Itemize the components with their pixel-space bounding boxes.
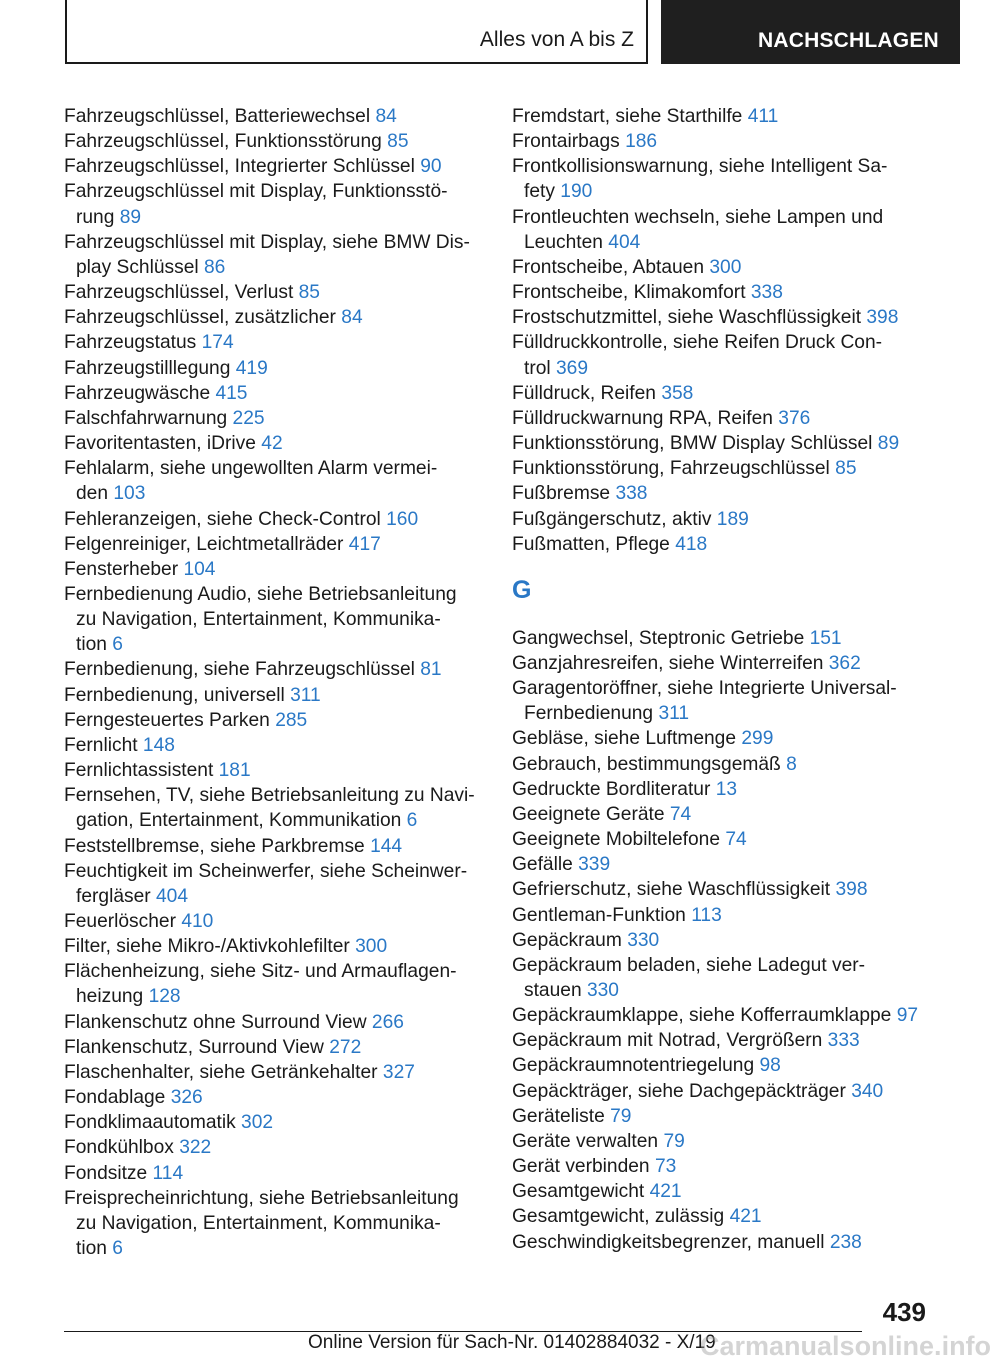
index-entry (64, 532, 478, 557)
index-entry (512, 431, 912, 456)
entry-text: Fülldruckkontrolle, siehe Reifen Druck Con- (512, 332, 883, 354)
index-entry (512, 1053, 912, 1078)
entry-text: Fußbremse (512, 483, 611, 505)
entry-text: Feststellbremse, siehe Parkbremse (64, 835, 365, 857)
page-reference-link[interactable]: 410 (181, 911, 214, 932)
page-reference-link[interactable]: 113 (691, 904, 722, 926)
index-entry (64, 129, 478, 154)
chapter-tab: NACHSCHLAGEN (661, 0, 960, 64)
index-entry (512, 651, 912, 676)
index-entry (512, 1154, 912, 1179)
index-entry (64, 305, 478, 330)
page-reference-link[interactable]: 189 (716, 508, 749, 530)
entry-text: Geräteliste (512, 1105, 605, 1127)
page-reference-link[interactable]: 302 (241, 1112, 274, 1134)
entry-text: Gentleman-Funktion (512, 904, 686, 926)
entry-text: Gefälle (512, 854, 573, 876)
index-entry (512, 827, 912, 852)
entry-text: zu Navigation, Entertainment, Kommunika- (76, 609, 441, 631)
entry-text: Fülldruckwarnung RPA, Reifen (512, 407, 773, 429)
index-entry (512, 752, 912, 777)
entry-text: Fahrzeugschlüssel mit Display, Funktionsstö- (64, 181, 448, 203)
index-entry (64, 330, 478, 355)
entry-text: gation, Entertainment, Kommunikation (76, 810, 402, 832)
entry-text: Flankenschutz ohne Surround View (64, 1011, 367, 1033)
page-reference-link[interactable]: 311 (658, 703, 690, 725)
index-entry (512, 676, 912, 726)
page-reference-link[interactable]: 398 (835, 879, 868, 901)
entry-text: Gedruckte Bordliteratur (512, 778, 711, 800)
index-entry (64, 1035, 478, 1060)
entry-text: Fahrzeugschlüssel, Verlust (64, 282, 294, 304)
entry-text: Fernbedienung (524, 703, 654, 725)
entry-text: fety (524, 181, 555, 203)
entry-text: Fernbedienung Audio, siehe Betriebsanleitung (64, 583, 457, 605)
entry-text: Geräte verwalten (512, 1130, 659, 1152)
index-entry (64, 959, 478, 1009)
page-reference-link[interactable]: 84 (375, 106, 397, 127)
entry-text: Gerät verbinden (512, 1156, 650, 1178)
index-entry (64, 934, 478, 959)
index-entry (512, 802, 912, 827)
page-reference-link[interactable]: 79 (610, 1105, 632, 1127)
index-entry (512, 154, 912, 204)
page-reference-link[interactable]: 6 (112, 634, 123, 656)
entry-text: Gepäckraumklappe, siehe Kofferraumklappe (512, 1005, 892, 1027)
index-entry (512, 481, 912, 506)
index-entry (512, 406, 912, 431)
footer-version-text: Online Version für Sach-Nr. 01402884032 - X/19 (308, 1332, 716, 1353)
page-reference-link[interactable]: 418 (675, 533, 708, 555)
entry-text: Fehlalarm, siehe ungewollten Alarm vermei- (64, 458, 438, 480)
entry-text: Gefrierschutz, siehe Waschflüssigkeit (512, 879, 831, 901)
index-entry (64, 758, 478, 783)
index-group-f (512, 104, 912, 557)
index-entry (512, 280, 912, 305)
entry-text: Feuerlöscher (64, 911, 176, 932)
page-reference-link[interactable]: 238 (829, 1231, 862, 1253)
index-entry (64, 1085, 478, 1110)
index-group-g (512, 626, 919, 1255)
index-entry (512, 381, 912, 406)
index-entry (64, 1010, 478, 1035)
entry-text: heizung (76, 986, 144, 1008)
entry-text: Gesamtgewicht (512, 1181, 645, 1203)
page-reference-link[interactable]: 181 (218, 760, 251, 782)
index-entry (64, 1186, 478, 1261)
page-reference-link[interactable]: 42 (261, 433, 283, 455)
index-entry (64, 1161, 478, 1186)
index-entry (64, 356, 478, 381)
entry-text: Flächenheizung, siehe Sitz- und Armauflagen- (64, 961, 457, 983)
entry-text: Gepäckraum (512, 929, 622, 951)
entry-text: Fußmatten, Pflege (512, 533, 670, 555)
page-reference-link[interactable]: 84 (341, 307, 363, 329)
page-reference-link[interactable]: 362 (828, 652, 861, 674)
page-reference-link[interactable]: 97 (896, 1005, 919, 1027)
entry-text: Felgenreiniger, Leichtmetallräder (64, 533, 344, 555)
index-entry (64, 431, 478, 456)
entry-text: Gebrauch, bestimmungsgemäß (512, 753, 781, 775)
letter-heading: G (512, 575, 532, 604)
page-reference-link[interactable]: 415 (215, 382, 248, 404)
page-reference-link[interactable]: 330 (627, 929, 660, 951)
section-title: Alles von A bis Z (479, 28, 634, 51)
page-reference-link[interactable]: 98 (759, 1055, 781, 1077)
entry-text: Fahrzeugstatus (64, 332, 197, 354)
entry-text: Filter, siehe Mikro-/Aktivkohlefilter (64, 936, 350, 958)
page-reference-link[interactable]: 300 (355, 936, 388, 958)
entry-text: Fahrzeugwäsche (64, 382, 211, 404)
page-reference-link[interactable]: 272 (329, 1036, 362, 1058)
page-reference-link[interactable]: 104 (183, 558, 216, 580)
entry-text: Fondsitze (64, 1162, 148, 1184)
index-entry (512, 1204, 912, 1229)
entry-text: Fernlichtassistent (64, 760, 214, 782)
index-entry (512, 255, 912, 280)
entry-text: Fensterheber (64, 558, 179, 580)
index-entry (512, 1079, 912, 1104)
page-header (0, 0, 960, 66)
index-entry (512, 1129, 912, 1154)
index-entry (512, 1028, 912, 1053)
index-entry (64, 104, 478, 129)
watermark-text: Carmanualsonline.info (700, 1331, 991, 1361)
index-entry (512, 507, 912, 532)
page-reference-link[interactable]: 190 (560, 181, 593, 203)
page-reference-link[interactable]: 266 (371, 1011, 404, 1033)
index-entry (64, 154, 478, 179)
entry-text: Frontairbags (512, 131, 620, 153)
entry-text: Fernlicht (64, 734, 138, 756)
index-entry (64, 708, 478, 733)
index-entry (64, 582, 478, 657)
page-reference-link[interactable]: 326 (170, 1087, 203, 1109)
entry-text: Gepäckraumnotentriegelung (512, 1055, 755, 1077)
entry-text: Frostschutzmittel, siehe Waschflüssigkeit (512, 307, 862, 329)
entry-text: Fußgängerschutz, aktiv (512, 508, 712, 530)
page-reference-link[interactable]: 89 (877, 433, 900, 455)
page-reference-link[interactable]: 411 (747, 106, 779, 127)
index-entry (512, 1230, 912, 1255)
entry-text: Leuchten (524, 231, 603, 253)
entry-text: Fahrzeugschlüssel, Funktionsstörung (64, 131, 382, 153)
index-entry (64, 733, 478, 758)
entry-text: Funktionsstörung, Fahrzeugschlüssel (512, 458, 830, 480)
index-entry (512, 726, 912, 751)
page-reference-link[interactable]: 417 (348, 533, 381, 555)
index-entry (64, 381, 478, 406)
entry-text: Fahrzeugschlüssel, Integrierter Schlüssel (64, 156, 415, 178)
entry-text: Fremdstart, siehe Starthilfe (512, 106, 743, 127)
entry-text: tion (76, 1238, 107, 1260)
page-reference-link[interactable]: 299 (741, 728, 774, 750)
page-reference-link[interactable]: 90 (420, 156, 442, 178)
entry-text: Fondklimaautomatik (64, 1112, 236, 1134)
entry-text: Gepäckträger, siehe Dachgepäckträger (512, 1080, 846, 1102)
page-reference-link[interactable]: 85 (387, 131, 409, 153)
entry-text: Ferngesteuertes Parken (64, 709, 270, 731)
page-reference-link[interactable]: 148 (142, 734, 175, 756)
entry-text: Flaschenhalter, siehe Getränkehalter (64, 1061, 378, 1083)
index-entry (64, 909, 478, 934)
entry-text: Frontscheibe, Abtauen (512, 256, 705, 278)
index-entry (64, 230, 478, 280)
entry-text: Frontscheibe, Klimakomfort (512, 282, 746, 304)
page-reference-link[interactable]: 89 (119, 206, 142, 228)
page-reference-link[interactable]: 103 (113, 483, 146, 505)
entry-text: zu Navigation, Entertainment, Kommunika- (76, 1212, 441, 1234)
page-reference-link[interactable]: 340 (851, 1080, 884, 1102)
page-reference-link[interactable]: 79 (663, 1130, 685, 1152)
entry-text: Favoritentasten, iDrive (64, 433, 256, 455)
entry-text: Fernbedienung, siehe Fahrzeugschlüssel (64, 659, 415, 681)
page-reference-link[interactable]: 322 (179, 1137, 212, 1159)
page-reference-link[interactable]: 8 (786, 753, 797, 775)
page-reference-link[interactable]: 338 (750, 282, 783, 304)
entry-text: Fahrzeugschlüssel mit Display, siehe BMW Dis- (64, 231, 470, 253)
page-reference-link[interactable]: 339 (578, 854, 611, 876)
index-entry (512, 777, 912, 802)
page-number: 439 (882, 1297, 926, 1327)
page-reference-link[interactable]: 160 (386, 508, 419, 530)
index-entry (512, 1179, 912, 1204)
page-reference-link[interactable]: 85 (298, 282, 320, 304)
entry-text: Gepäckraum mit Notrad, Vergrößern (512, 1030, 823, 1052)
page-reference-link[interactable]: 73 (654, 1156, 677, 1178)
entry-text: Freisprecheinrichtung, siehe Betriebsanleitung (64, 1187, 459, 1209)
index-entry (512, 129, 912, 154)
index-entry (64, 456, 478, 506)
page-reference-link[interactable]: 419 (235, 357, 268, 379)
index-entry (64, 507, 478, 532)
page-reference-link[interactable]: 6 (112, 1238, 123, 1260)
page-reference-link[interactable]: 6 (406, 810, 418, 832)
entry-text: fergläser (76, 885, 151, 907)
index-entry (64, 834, 478, 859)
page-reference-link[interactable]: 174 (201, 332, 234, 354)
page-reference-link[interactable]: 81 (420, 659, 442, 681)
page-reference-link[interactable]: 128 (148, 986, 181, 1008)
index-entry (512, 903, 912, 928)
page-reference-link[interactable]: 86 (204, 256, 226, 278)
entry-text: Fernbedienung, universell (64, 684, 285, 706)
index-entry (64, 179, 478, 229)
entry-text: Frontkollisionswarnung, siehe Intelligent Sa- (512, 156, 888, 178)
entry-text: Flankenschutz, Surround View (64, 1036, 324, 1058)
index-entry (64, 280, 478, 305)
index-entry (64, 657, 478, 682)
page-reference-link[interactable]: 369 (556, 357, 589, 379)
page-reference-link[interactable]: 311 (290, 684, 321, 706)
index-entry (512, 330, 912, 380)
entry-text: trol (524, 357, 551, 379)
entry-text: Geschwindigkeitsbegrenzer, manuell (512, 1231, 825, 1253)
entry-text: Garagentoröffner, siehe Integrierte Universal- (512, 678, 897, 700)
watermark-logo (700, 1330, 991, 1362)
entry-text: Feuchtigkeit im Scheinwerfer, siehe Scheinwer- (64, 860, 468, 882)
entry-text: den (76, 483, 109, 505)
entry-text: Fondablage (64, 1087, 166, 1109)
page-reference-link[interactable]: 398 (866, 307, 899, 329)
page-reference-link[interactable]: 404 (156, 885, 189, 907)
entry-text: Fahrzeugschlüssel, zusätzlicher (64, 307, 336, 329)
entry-text: Fülldruck, Reifen (512, 382, 656, 404)
page-reference-link[interactable]: 114 (152, 1162, 184, 1184)
page-reference-link[interactable]: 327 (382, 1061, 415, 1083)
index-entry (64, 557, 478, 582)
page-reference-link[interactable]: 74 (669, 803, 692, 825)
page-reference-link[interactable]: 225 (232, 407, 265, 429)
page-reference-link[interactable]: 285 (275, 709, 308, 731)
entry-text: Gepäckraum beladen, siehe Ladegut ver- (512, 954, 866, 976)
index-entry (512, 104, 912, 129)
index-entry (64, 1110, 478, 1135)
index-entry (64, 683, 478, 708)
entry-text: Fernsehen, TV, siehe Betriebsanleitung zu Navi- (64, 785, 475, 807)
page-reference-link[interactable]: 404 (608, 231, 641, 253)
index-entry (512, 456, 912, 481)
entry-text: Frontleuchten wechseln, siehe Lampen und (512, 206, 884, 228)
entry-text: Geeignete Mobiltelefone (512, 829, 721, 851)
page-reference-link[interactable]: 338 (615, 483, 648, 505)
entry-text: Falschfahrwarnung (64, 407, 228, 429)
entry-text: Gangwechsel, Steptronic Getriebe (512, 627, 805, 649)
entry-text: Fahrzeugschlüssel, Batteriewechsel (64, 106, 371, 127)
index-entry (512, 532, 912, 557)
index-entry (64, 406, 478, 431)
entry-text: rung (76, 206, 115, 228)
section-box (65, 0, 648, 64)
page-reference-link[interactable]: 333 (827, 1030, 860, 1052)
index-entry (512, 953, 912, 1003)
page-reference-link[interactable]: 85 (835, 458, 857, 480)
page-reference-link[interactable]: 151 (809, 627, 842, 649)
index-entry (512, 928, 912, 953)
index-entry (64, 859, 478, 909)
entry-text: Funktionsstörung, BMW Display Schlüssel (512, 433, 873, 455)
index-entry (64, 783, 478, 833)
index-entry (64, 1060, 478, 1085)
entry-text: Fehleranzeigen, siehe Check-Control (64, 508, 381, 530)
index-entry (512, 1003, 919, 1028)
entry-text: Fondkühlbox (64, 1137, 174, 1159)
page-reference-link[interactable]: 74 (725, 829, 747, 851)
entry-text: play Schlüssel (76, 256, 199, 278)
index-column-left (64, 104, 478, 1261)
page-reference-link[interactable]: 144 (370, 835, 403, 857)
index-entry (512, 626, 912, 651)
index-entry (512, 205, 912, 255)
page-reference-link[interactable]: 421 (649, 1181, 682, 1203)
page-reference-link[interactable]: 300 (709, 256, 742, 278)
entry-text: Gebläse, siehe Luftmenge (512, 728, 737, 750)
entry-text: Gesamtgewicht, zulässig (512, 1206, 725, 1228)
index-entry (512, 305, 912, 330)
page-reference-link[interactable]: 13 (715, 778, 738, 800)
index-entry (512, 852, 912, 877)
index-entry (512, 1104, 912, 1129)
index-column-right (512, 104, 919, 1255)
page-reference-link[interactable]: 330 (586, 980, 619, 1001)
entry-text: tion (76, 634, 107, 656)
page-reference-link[interactable]: 376 (778, 407, 811, 429)
index-entry (512, 877, 912, 902)
page-reference-link[interactable]: 421 (729, 1206, 762, 1228)
entry-text: Fahrzeugstilllegung (64, 357, 231, 379)
index-entry (64, 1135, 478, 1160)
page-reference-link[interactable]: 186 (625, 131, 658, 153)
entry-text: Ganzjahresreifen, siehe Winterreifen (512, 652, 824, 674)
entry-text: stauen (524, 980, 582, 1001)
entry-text: Geeignete Geräte (512, 803, 665, 825)
page-reference-link[interactable]: 358 (661, 382, 694, 404)
